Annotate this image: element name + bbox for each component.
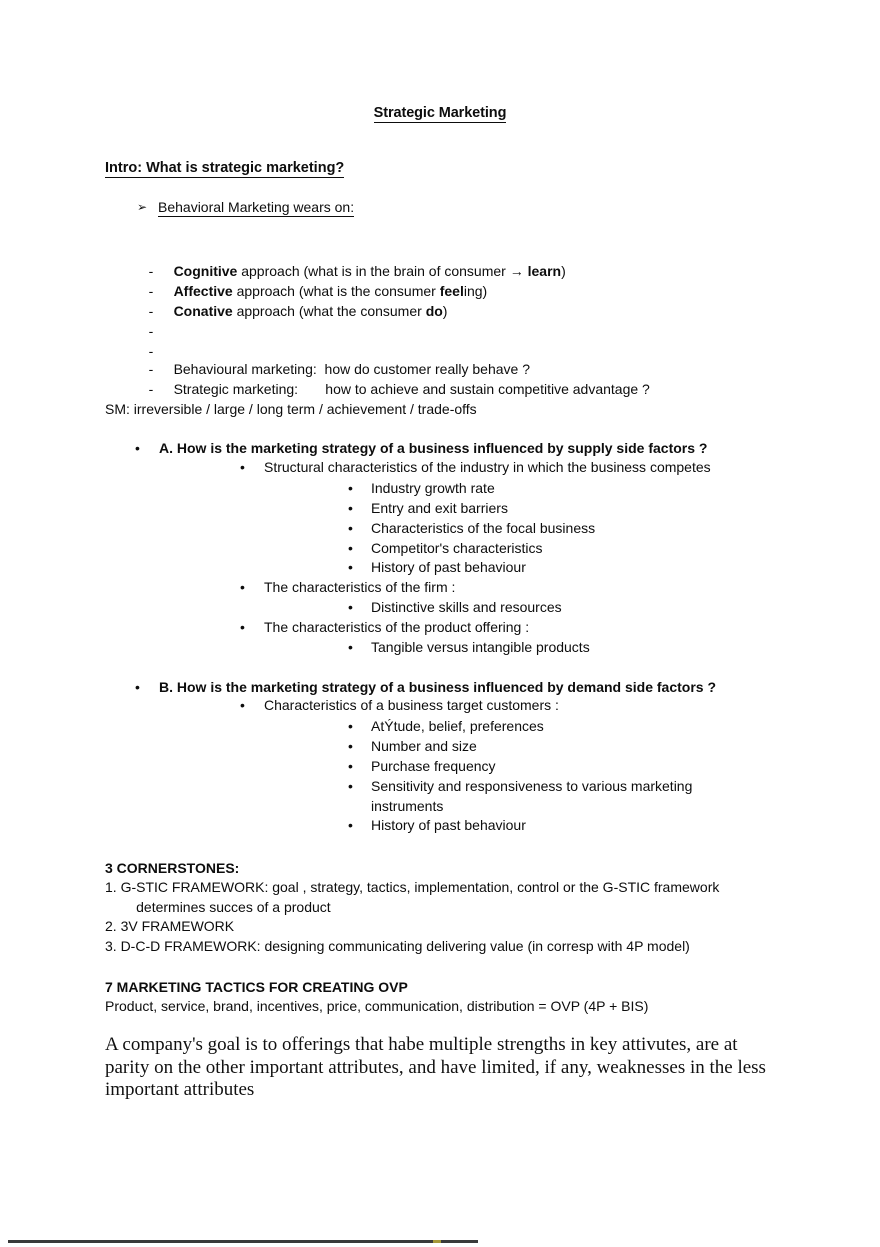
bullet-icon: • [240, 459, 245, 475]
dash-marker: - [148, 343, 154, 359]
approach-lead: Conative [173, 303, 233, 319]
approach-rest: approach (what is in the brain of consumer → [237, 263, 528, 279]
section-a-heading [135, 439, 815, 459]
page-title [0, 105, 880, 121]
list-item-text: Number and size [371, 738, 477, 754]
page-title-text: Strategic Marketing [373, 105, 507, 121]
bullet-icon: • [135, 679, 140, 695]
list-item [348, 539, 748, 559]
closing-paragraph: A company's goal is to offerings that habe multiple strengths in key attivutes, are at parity on the other important attributes, and have limited, if any, weaknesses in the less important attributes [105, 1034, 766, 1100]
bullet-icon: • [348, 738, 353, 754]
group-label-text: The characteristics of the product offering : [264, 619, 530, 635]
section-a-group-label [240, 618, 820, 638]
list-item [348, 558, 748, 578]
dash-marker: - [148, 283, 154, 299]
definition-text: Strategic marketing: how to achieve and sustain competitive advantage ? [173, 381, 650, 397]
list-item [348, 479, 748, 499]
bullet-icon: • [135, 440, 140, 456]
list-item [348, 737, 748, 757]
list-item [348, 499, 748, 519]
bullet-icon: • [348, 778, 353, 794]
group-label-text: Structural characteristics of the industry in which the business competes [264, 459, 711, 475]
tactics-heading: 7 MARKETING TACTICS FOR CREATING OVP [105, 979, 408, 995]
list-item-text: Tangible versus intangible products [371, 639, 590, 655]
list-item [348, 638, 748, 658]
section-a-heading-text: A. How is the marketing strategy of a business influenced by supply side factors ? [159, 440, 708, 456]
section-a-group-label [240, 578, 820, 598]
dash-marker: - [148, 303, 154, 319]
approach-lead: Cognitive [173, 263, 238, 279]
behavioral-marketing-subheading-text: Behavioral Marketing wears on: [158, 199, 355, 215]
section-a-group-label [240, 458, 820, 478]
cornerstones-line-2: determines succes of a product [105, 899, 331, 915]
cornerstones-line-4: 3. D-C-D FRAMEWORK: designing communicating delivering value (in corresp with 4P model) [105, 938, 690, 954]
bullet-icon: • [348, 480, 353, 496]
approach-rest: approach (what the consumer [232, 303, 426, 319]
bullet-icon: • [348, 500, 353, 516]
approach-rest: approach (what is the consumer [232, 283, 440, 299]
section-b-heading [135, 678, 815, 698]
approach-tail: ) [561, 263, 566, 279]
list-item [348, 717, 748, 737]
list-item-text: Sensitivity and responsiveness to various marketing instruments [371, 778, 693, 814]
cornerstones-heading: 3 CORNERSTONES: [105, 860, 240, 876]
list-item [348, 598, 748, 618]
cornerstones-line-1: 1. G-STIC FRAMEWORK: goal , strategy, tactics, implementation, control or the G-STIC framework [105, 879, 720, 895]
arrowhead-marker-icon: ➢ [137, 200, 148, 214]
bullet-icon: • [348, 817, 353, 833]
bullet-icon: • [348, 520, 353, 536]
list-item-text: Purchase frequency [371, 758, 496, 774]
bullet-icon: • [348, 718, 353, 734]
dash-marker: - [148, 323, 154, 339]
list-item [348, 816, 748, 836]
approach-bold-tail: do [425, 303, 443, 319]
definition-text: Behavioural marketing: how do customer really behave ? [173, 361, 530, 377]
bullet-icon: • [348, 559, 353, 575]
sm-summary-line: SM: irreversible / large / long term / achievement / trade-offs [105, 401, 477, 417]
group-label-text: Characteristics of a business target customers : [264, 697, 559, 713]
approach-bold-tail: learn [527, 263, 562, 279]
section-b-heading-text: B. How is the marketing strategy of a business influenced by demand side factors ? [159, 679, 717, 695]
list-item-text: Entry and exit barriers [371, 500, 508, 516]
list-item-text: Distinctive skills and resources [371, 599, 562, 615]
bullet-icon: • [348, 540, 353, 556]
bullet-icon: • [240, 579, 245, 595]
list-item [348, 777, 703, 816]
bullet-icon: • [348, 758, 353, 774]
list-item-text: Characteristics of the focal business [371, 520, 596, 536]
scan-artifact-bar [8, 1240, 478, 1243]
list-item [348, 519, 748, 539]
dash-marker: - [148, 263, 154, 279]
behavioral-marketing-subheading [158, 199, 354, 215]
list-item-text: History of past behaviour [371, 817, 526, 833]
approach-tail: ) [442, 303, 448, 319]
intro-heading-text: Intro: What is strategic marketing? [105, 160, 345, 176]
list-item-text: AtÝtude, belief, preferences [371, 718, 544, 734]
dash-marker: - [148, 381, 154, 397]
dash-marker: - [148, 361, 154, 377]
approach-tail: ing) [463, 283, 488, 299]
list-item-text: Competitor's characteristics [371, 540, 543, 556]
list-item-text: Industry growth rate [371, 480, 495, 496]
bullet-icon: • [240, 697, 245, 713]
section-b-group-label [240, 696, 820, 716]
group-label-text: The characteristics of the firm : [264, 579, 456, 595]
intro-heading [105, 160, 344, 176]
list-item-text: History of past behaviour [371, 559, 526, 575]
cornerstones-line-3: 2. 3V FRAMEWORK [105, 918, 235, 934]
bullet-icon: • [240, 619, 245, 635]
tactics-line: Product, service, brand, incentives, price, communication, distribution = OVP (4P + BIS) [105, 998, 649, 1014]
approach-lead: Affective [173, 283, 233, 299]
approach-bold-tail: feel [439, 283, 464, 299]
bullet-icon: • [348, 639, 353, 655]
bullet-icon: • [348, 599, 353, 615]
list-item [348, 757, 748, 777]
scan-artifact-tint [433, 1240, 441, 1243]
